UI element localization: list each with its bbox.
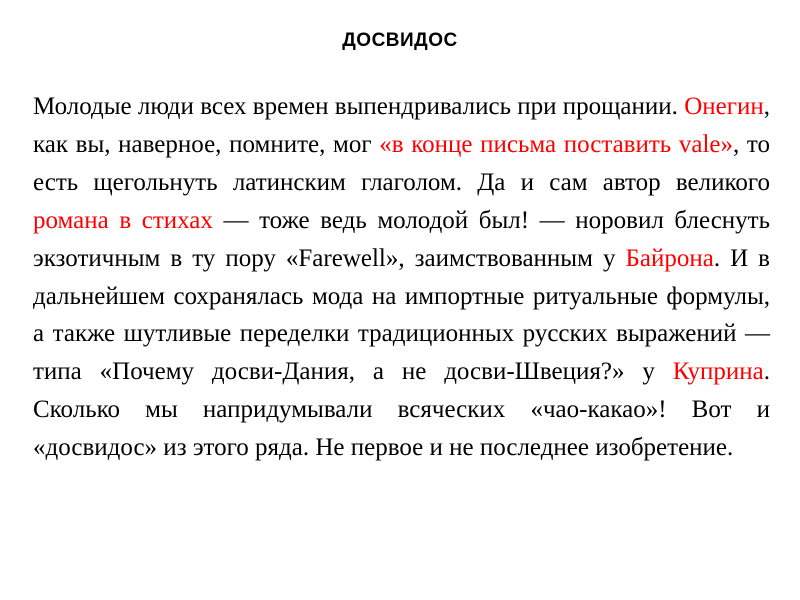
text-segment-4: — тоже ведь молодой был! — норовил блеснуть экзотичным в ту пору «Farewell», заимствованным у <box>33 206 770 272</box>
highlight-novel: романа в стихах <box>33 206 213 234</box>
highlight-onegin: Онегин <box>684 93 764 120</box>
text-segment-3: , то есть щегольнуть латинским глаголом. Да и сам автор великого <box>33 130 771 196</box>
highlight-kuprin: Куприна <box>672 358 764 386</box>
slide-title: ДОСВИДОС <box>342 30 458 51</box>
highlight-byron: Байрона <box>625 244 714 272</box>
body-paragraph <box>33 88 770 467</box>
text-segment-1: Молодые люди всех времен выпендривались при прощании. <box>33 93 685 120</box>
text-segment-6: . Сколько мы напридумывали всяческих «чао-какао»! Вот и «досвидос» из этого ряда. Не первое и не последнее изобретение. <box>33 358 770 462</box>
text-segment-2: , как вы, наверное, помните, мог <box>33 93 770 158</box>
text-segment-5: . И в дальнейшем сохранялась мода на импортные ритуальные формулы, а также шутливые переделки традиционных русских выражений — типа «Почему досви-Дания, а не досви-Швеция?» у <box>33 244 770 386</box>
highlight-quote-vale: «в конце письма поставить vale» <box>379 130 733 158</box>
